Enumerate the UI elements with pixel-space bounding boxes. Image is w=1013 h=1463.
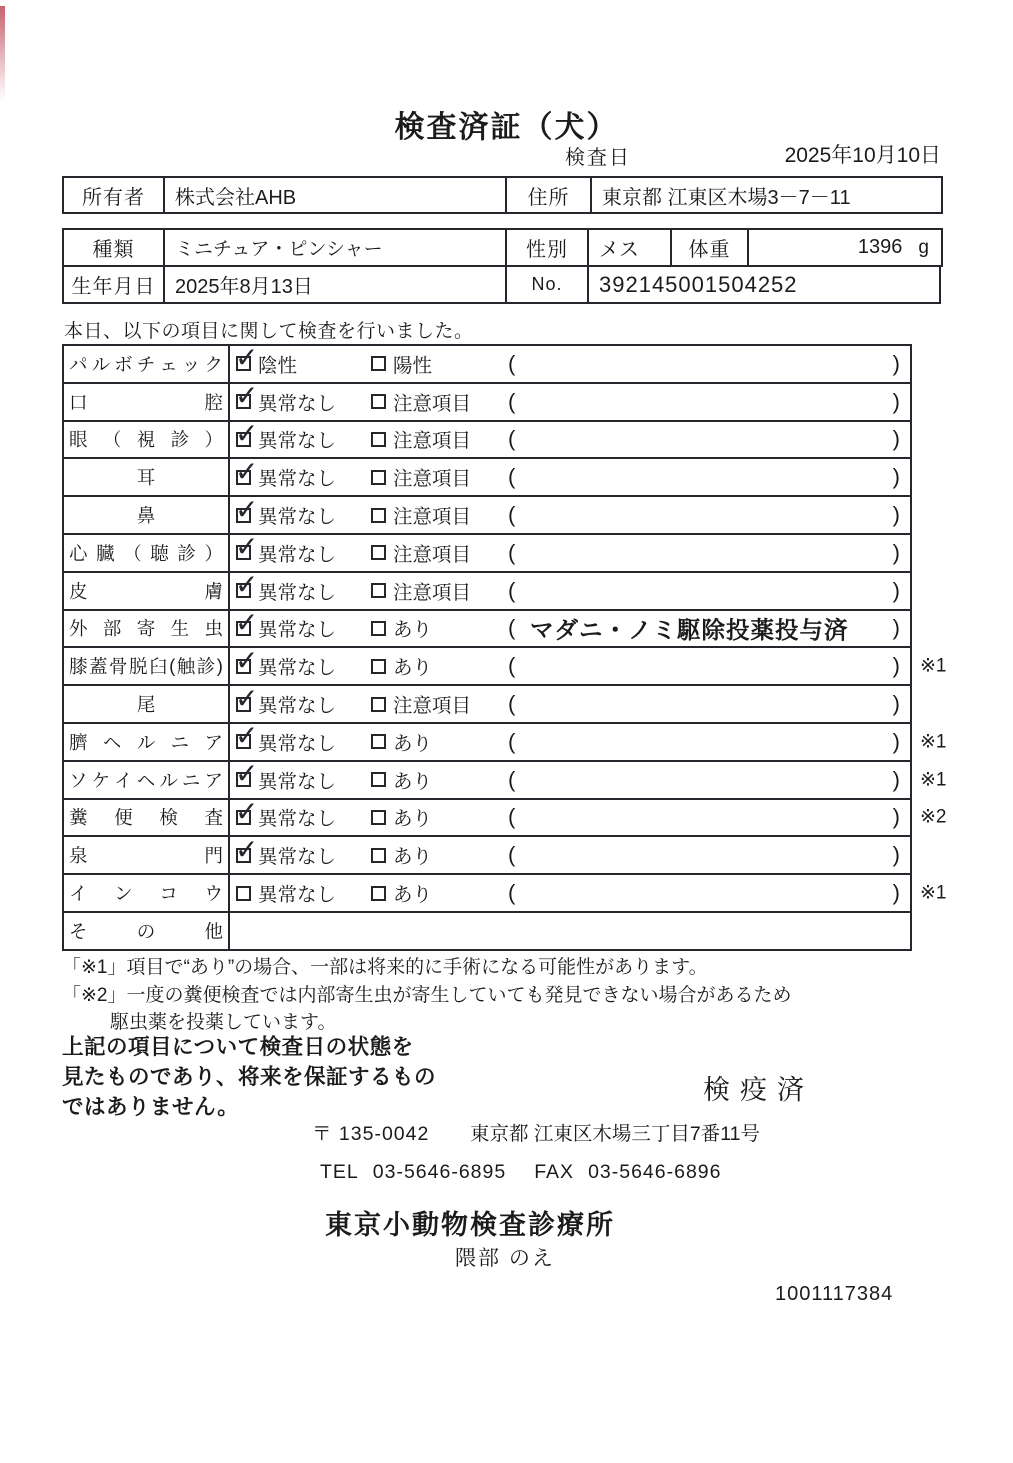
option-label: 注意項目	[393, 506, 472, 529]
option-label: あり	[393, 770, 433, 793]
weight-value: 1396	[857, 236, 903, 258]
option-label: 陽性	[393, 354, 433, 377]
microchip-no-label: No.	[505, 265, 589, 304]
paren-open: (	[508, 766, 516, 792]
option-label: 注意項目	[393, 543, 472, 566]
serial-number: 1001117384	[775, 1283, 894, 1305]
footnote-1: 「※1」項目で“あり”の場合、一部は将来的に手術になる可能性があります。	[62, 957, 708, 978]
sex-value: メス	[587, 228, 672, 267]
checkbox-icon	[236, 659, 251, 674]
paren-close: )	[892, 615, 900, 641]
footnote-ref: ※1	[920, 655, 947, 677]
paren-open: (	[508, 388, 516, 414]
footnote-ref: ※1	[920, 731, 947, 753]
checkbox-icon	[236, 356, 251, 371]
option-label: あり	[393, 808, 433, 831]
paren-close: )	[892, 502, 900, 528]
footnote-ref: ※1	[920, 769, 947, 791]
checkbox-icon	[236, 697, 251, 712]
pet-row-1	[62, 228, 943, 267]
paren-open: (	[508, 426, 516, 452]
finding-text: マダニ・ノミ駆除投薬投与済	[530, 617, 849, 644]
option-label: 注意項目	[393, 430, 472, 453]
clinic-postal-code: 〒 135-0042	[312, 1123, 430, 1145]
exam-row-nose	[62, 495, 912, 535]
owner-address: 東京都 江東区木場3－7－11	[590, 176, 943, 214]
checkbox-icon	[371, 621, 386, 636]
weight-label: 体重	[670, 228, 749, 267]
owner-table	[62, 176, 943, 214]
exam-row-ears	[62, 457, 912, 497]
fax-number: 03-5646-6896	[588, 1161, 722, 1183]
exam-item-label: 鼻	[64, 497, 230, 533]
exam-row-eyes	[62, 420, 912, 460]
option-label: 異常なし	[258, 808, 337, 831]
paren-open: (	[508, 502, 516, 528]
option-label: 異常なし	[258, 506, 337, 529]
inspection-date-label: 検査日	[565, 147, 631, 169]
checkbox-icon	[371, 734, 386, 749]
birthdate-label: 生年月日	[62, 265, 165, 304]
address-label: 住所	[505, 176, 592, 214]
paren-open: (	[508, 842, 516, 868]
exam-row-skin	[62, 571, 912, 611]
disclaimer-line-2: 見たものであり、将来を保証するもの	[62, 1065, 437, 1089]
paren-close: )	[892, 880, 900, 906]
checkbox-icon	[371, 583, 386, 598]
exam-row-inkou	[62, 873, 947, 913]
exam-row-oral	[62, 382, 912, 422]
option-label: 陰性	[258, 354, 298, 377]
paren-open: (	[508, 653, 516, 679]
checkbox-icon	[371, 432, 386, 447]
weight-value-cell	[747, 228, 943, 267]
paren-close: )	[892, 653, 900, 679]
clinic-tel-fax	[320, 1161, 722, 1184]
paren-open: (	[508, 539, 516, 565]
owner-row	[62, 176, 943, 214]
checkbox-icon	[371, 810, 386, 825]
option-label: 異常なし	[258, 770, 337, 793]
checkbox-icon	[371, 659, 386, 674]
option-label: 注意項目	[393, 392, 472, 415]
inspection-date-value: 2025年10月10日	[784, 144, 941, 167]
option-label: 注意項目	[393, 695, 472, 718]
option-label: あり	[393, 846, 433, 869]
owner-name: 株式会社AHB	[163, 176, 507, 214]
option-label: 異常なし	[258, 695, 337, 718]
quarantine-stamp: 検疫済	[703, 1075, 814, 1105]
clinic-address: 東京都 江東区木場三丁目7番11号	[470, 1123, 761, 1145]
tel-number: 03-5646-6895	[372, 1161, 507, 1183]
exam-item-label: 皮 膚	[64, 573, 230, 609]
paren-open: (	[508, 728, 516, 754]
paren-close: )	[892, 464, 900, 490]
paren-close: )	[892, 388, 900, 414]
option-label: 異常なし	[258, 430, 337, 453]
paren-close: )	[892, 842, 900, 868]
option-label: 異常なし	[258, 884, 337, 907]
pet-table	[62, 228, 943, 304]
exam-item-label: そ の 他	[64, 913, 230, 949]
disclaimer-line-1: 上記の項目について検査日の状態を	[62, 1035, 414, 1059]
exam-item-label: ソ ケ イ ヘ ル ニ ア	[64, 762, 230, 798]
birthdate-value: 2025年8月13日	[163, 265, 507, 304]
footnotes	[62, 954, 792, 1037]
exam-row-parvo	[62, 344, 912, 384]
paren-open: (	[508, 880, 516, 906]
disclaimer	[62, 1032, 436, 1122]
footnote-ref: ※2	[920, 806, 947, 828]
paren-open: (	[508, 577, 516, 603]
checkbox-icon	[236, 583, 251, 598]
paren-open: (	[508, 804, 516, 830]
paren-open: (	[508, 464, 516, 490]
option-label: 異常なし	[258, 732, 337, 755]
option-label: 異常なし	[258, 392, 337, 415]
checkbox-icon	[371, 394, 386, 409]
paren-open: (	[508, 615, 516, 641]
exam-row-inguinal-hernia	[62, 760, 947, 800]
exam-row-tail	[62, 684, 912, 724]
checkbox-icon	[236, 432, 251, 447]
footnote-2: 「※2」一度の糞便検査では内部寄生虫が寄生していても発見できない場合があるため	[62, 984, 792, 1006]
fax-label: FAX	[534, 1161, 575, 1183]
checkbox-icon	[236, 621, 251, 636]
paren-close: )	[892, 691, 900, 717]
exam-row-fontanelle	[62, 835, 912, 875]
paren-open: (	[508, 691, 516, 717]
clinic-name: 東京小動物検査診療所	[325, 1210, 615, 1240]
paren-close: )	[892, 426, 900, 452]
exam-row-heart	[62, 533, 912, 573]
exam-item-label: 臍 ヘ ル ニ ア	[64, 724, 230, 760]
exam-row-patella	[62, 646, 947, 686]
checkbox-icon	[371, 848, 386, 863]
checkbox-icon	[236, 772, 251, 787]
weight-unit: g	[918, 236, 929, 258]
tel-label: TEL	[320, 1161, 359, 1183]
paren-close: )	[892, 766, 900, 792]
option-label: 異常なし	[258, 846, 337, 869]
checkbox-icon	[236, 734, 251, 749]
sex-label: 性別	[505, 228, 589, 267]
checkbox-icon	[371, 356, 386, 371]
exam-item-label: 泉 門	[64, 837, 230, 873]
examiner-name: 隈部 のえ	[455, 1247, 555, 1270]
scan-artifact-mark	[0, 6, 5, 101]
checkbox-icon	[236, 470, 251, 485]
disclaimer-line-3: ではありません。	[62, 1095, 240, 1119]
breed-label: 種類	[62, 228, 165, 267]
checkbox-icon	[236, 886, 251, 901]
exam-item-label: 口 腔	[64, 384, 230, 420]
exam-row-other	[62, 911, 912, 951]
owner-label: 所有者	[62, 176, 165, 214]
checkbox-icon	[236, 394, 251, 409]
checkbox-icon	[371, 886, 386, 901]
exam-item-label: 糞 便 検 査	[64, 800, 230, 836]
checkbox-icon	[371, 545, 386, 560]
checkbox-icon	[236, 848, 251, 863]
exam-row-fecal-test	[62, 798, 947, 838]
exam-item-label: 尾	[64, 686, 230, 722]
paren-close: )	[892, 728, 900, 754]
option-label: あり	[393, 657, 433, 680]
option-label: 異常なし	[258, 543, 337, 566]
exam-item-label: 外 部 寄 生 虫	[64, 611, 230, 647]
option-label: あり	[393, 619, 433, 642]
checkbox-icon	[371, 508, 386, 523]
pet-row-2	[62, 265, 943, 304]
option-label: あり	[393, 732, 433, 755]
checkbox-icon	[371, 772, 386, 787]
paren-close: )	[892, 539, 900, 565]
paren-close: )	[892, 350, 900, 376]
option-label: 異常なし	[258, 619, 337, 642]
exam-item-label: 耳	[64, 459, 230, 495]
checkbox-icon	[236, 508, 251, 523]
exam-item-label: パ ル ボ チ ェ ッ ク	[64, 346, 230, 382]
exam-row-umbilical-hernia	[62, 722, 947, 762]
paren-close: )	[892, 804, 900, 830]
footnote-2-continued: 駆虫薬を投薬しています。	[110, 1012, 337, 1033]
paren-close: )	[892, 577, 900, 603]
intro-sentence: 本日、以下の項目に関して検査を行いました。	[64, 321, 474, 342]
checkbox-icon	[371, 697, 386, 712]
exam-table	[62, 344, 947, 951]
option-label: 注意項目	[393, 581, 472, 604]
exam-item-label: 眼 （ 視 診 ）	[64, 422, 230, 458]
option-label: 異常なし	[258, 468, 337, 491]
exam-item-label: 心 臓 （ 聴 診 ）	[64, 535, 230, 571]
page-title: 検査済証（犬）	[394, 111, 619, 145]
exam-item-label: 膝 蓋 骨 脱 臼 ( 触 診 )	[64, 648, 230, 684]
breed-value: ミニチュア・ピンシャー	[163, 228, 507, 267]
microchip-no-value: 392145001504252	[587, 265, 941, 304]
option-label: 異常なし	[258, 581, 337, 604]
option-label: 注意項目	[393, 468, 472, 491]
option-label: 異常なし	[258, 657, 337, 680]
checkbox-icon	[371, 470, 386, 485]
exam-row-ectoparasites	[62, 609, 912, 649]
exam-other-empty-cell	[230, 913, 910, 949]
checkbox-icon	[236, 810, 251, 825]
option-label: あり	[393, 884, 433, 907]
checkbox-icon	[236, 545, 251, 560]
paren-open: (	[508, 350, 516, 376]
exam-item-label: イ ン コ ウ	[64, 875, 230, 911]
footnote-ref: ※1	[920, 882, 947, 904]
